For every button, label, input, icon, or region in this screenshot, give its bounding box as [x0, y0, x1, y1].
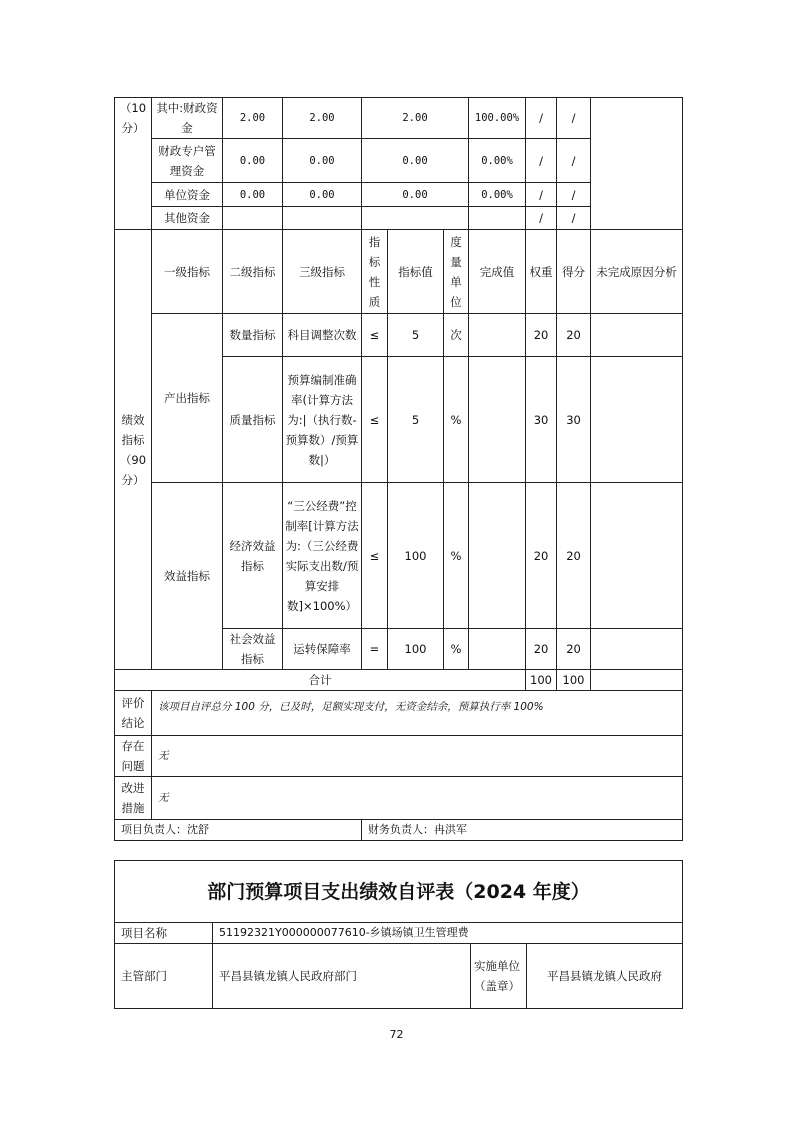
cell: 0.00 [362, 183, 469, 207]
level2-label: 社会效益指标 [223, 629, 283, 670]
dept-label: 主管部门 [115, 944, 213, 1009]
cell: % [444, 357, 469, 483]
dept-value: 平昌县镇龙镇人民政府部门 [213, 944, 471, 1009]
cell: 100 [388, 629, 444, 670]
cell: 0.00% [469, 139, 526, 183]
cell [591, 483, 683, 629]
cell: 次 [444, 314, 469, 357]
conclusion-label: 评价结论 [115, 691, 152, 736]
cell [591, 357, 683, 483]
cell: 0.00 [223, 139, 283, 183]
project-lead: 项目负责人：沈舒 [115, 820, 362, 841]
cell: 0.00% [469, 183, 526, 207]
cell [469, 357, 526, 483]
cell: / [557, 183, 591, 207]
total-label: 合计 [115, 670, 526, 691]
issues-text: 无 [152, 736, 683, 777]
cell: 100.00% [469, 98, 526, 139]
cell: 20 [526, 629, 557, 670]
impl-label: 实施单位（盖章） [471, 944, 527, 1009]
cell: ≤ [362, 483, 388, 629]
cell: = [362, 629, 388, 670]
fund-label: 财政专户管理资金 [152, 139, 223, 183]
conclusion-row [115, 691, 683, 736]
cell [591, 314, 683, 357]
cell: / [526, 183, 557, 207]
level1-label: 产出指标 [152, 314, 223, 483]
column-header: 得分 [557, 230, 591, 314]
cell [591, 629, 683, 670]
cell: ≤ [362, 314, 388, 357]
empty-cell [591, 98, 683, 230]
cell [469, 314, 526, 357]
cell: / [526, 139, 557, 183]
level3-label: “三公经费”控制率[计算方法为:（三公经费实际支出数/预算安排数]×100%） [283, 483, 362, 629]
fund-label: 其他资金 [152, 207, 223, 230]
fund-group-label: （10分） [115, 98, 152, 230]
conclusion-text: 该项目自评总分 100 分，已及时，足额实现支付，无资金结余，预算执行率 100% [152, 691, 683, 736]
column-header: 度量单位 [444, 230, 469, 314]
column-header: 权重 [526, 230, 557, 314]
indicator-row [115, 483, 683, 629]
header-row [115, 230, 683, 314]
cell: 30 [557, 357, 591, 483]
cell [223, 207, 283, 230]
level2-label: 数量指标 [223, 314, 283, 357]
cell: % [444, 629, 469, 670]
cell: / [557, 98, 591, 139]
signers-row [115, 820, 683, 841]
fund-label: 单位资金 [152, 183, 223, 207]
cell [362, 207, 469, 230]
cell [469, 483, 526, 629]
cell: 20 [557, 629, 591, 670]
page-number: 72 [389, 1028, 404, 1041]
column-header: 指标性质 [362, 230, 388, 314]
cell: 20 [557, 314, 591, 357]
cell: 0.00 [223, 183, 283, 207]
column-header: 完成值 [469, 230, 526, 314]
issues-row [115, 736, 683, 777]
cell: 0.00 [283, 183, 362, 207]
cell [591, 670, 683, 691]
cell: 2.00 [283, 98, 362, 139]
fund-row [115, 98, 683, 139]
cell: 100 [388, 483, 444, 629]
cell: / [526, 98, 557, 139]
cell: 5 [388, 314, 444, 357]
indicator-row [115, 314, 683, 357]
column-header: 指标值 [388, 230, 444, 314]
column-header: 一级指标 [152, 230, 223, 314]
cell: / [557, 139, 591, 183]
cell [283, 207, 362, 230]
form-title: 部门预算项目支出绩效自评表（2024 年度） [115, 861, 683, 923]
performance-table [114, 97, 683, 841]
improve-text: 无 [152, 777, 683, 820]
finance-lead: 财务负责人：冉洪军 [362, 820, 683, 841]
cell [469, 629, 526, 670]
level3-label: 科目调整次数 [283, 314, 362, 357]
improve-row [115, 777, 683, 820]
total-weight: 100 [526, 670, 557, 691]
level2-label: 经济效益指标 [223, 483, 283, 629]
cell: / [526, 207, 557, 230]
cell: % [444, 483, 469, 629]
next-form-table [114, 860, 683, 1009]
column-header: 二级指标 [223, 230, 283, 314]
total-row [115, 670, 683, 691]
cell: 5 [388, 357, 444, 483]
improve-label: 改进措施 [115, 777, 152, 820]
issues-label: 存在问题 [115, 736, 152, 777]
cell: 0.00 [362, 139, 469, 183]
cell: 20 [526, 314, 557, 357]
cell: 2.00 [223, 98, 283, 139]
cell: / [557, 207, 591, 230]
cell: 30 [526, 357, 557, 483]
column-header: 未完成原因分析 [591, 230, 683, 314]
level2-label: 质量指标 [223, 357, 283, 483]
cell: 0.00 [283, 139, 362, 183]
cell: 2.00 [362, 98, 469, 139]
cell [469, 207, 526, 230]
column-header: 三级指标 [283, 230, 362, 314]
perf-group-label: 绩效指标（90分） [115, 230, 152, 670]
fund-label: 其中:财政资金 [152, 98, 223, 139]
impl-value: 平昌县镇龙镇人民政府 [527, 944, 683, 1009]
cell: ≤ [362, 357, 388, 483]
cell: 20 [557, 483, 591, 629]
level3-label: 运转保障率 [283, 629, 362, 670]
project-name-label: 项目名称 [115, 923, 213, 944]
cell: 20 [526, 483, 557, 629]
level1-label: 效益指标 [152, 483, 223, 670]
total-score: 100 [557, 670, 591, 691]
project-name: 51192321Y000000077610-乡镇场镇卫生管理费 [213, 923, 683, 944]
level3-label: 预算编制准确率(计算方法为:|（执行数-预算数）/预算数|） [283, 357, 362, 483]
